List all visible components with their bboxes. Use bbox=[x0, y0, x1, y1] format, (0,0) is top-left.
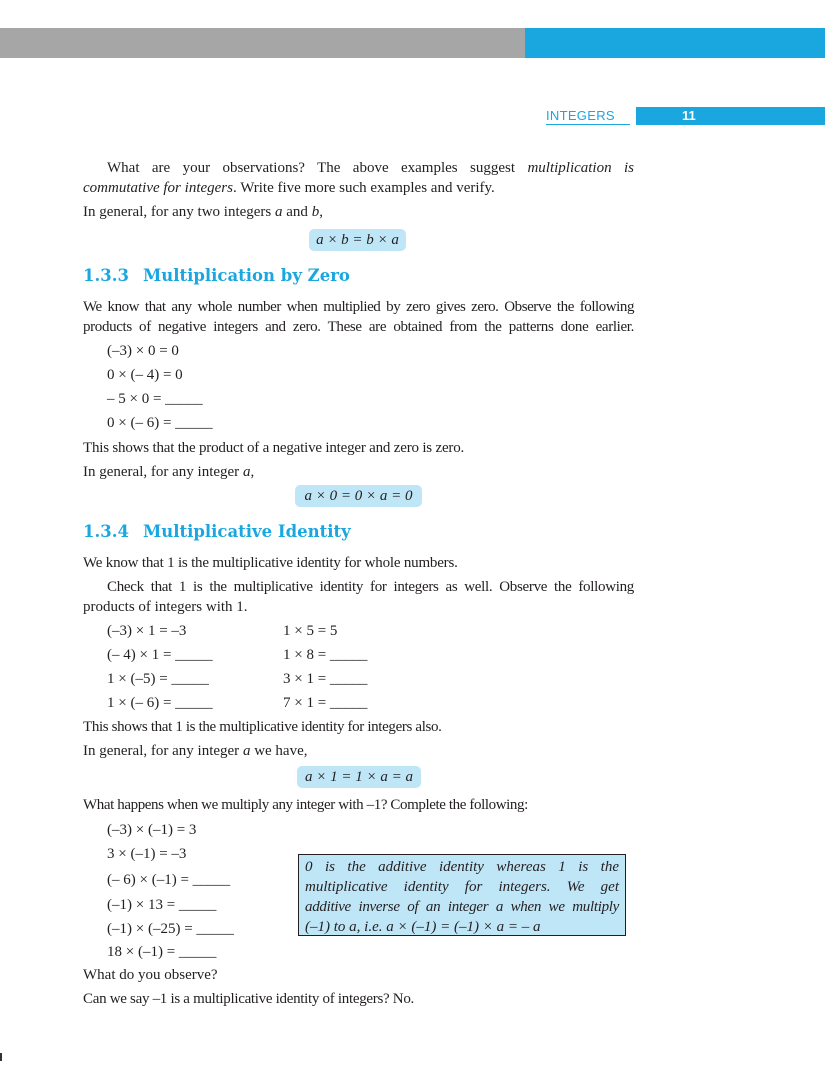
identity-example-left-4: 1 × (– 6) = _____ bbox=[107, 695, 213, 711]
intro-text: What are your observations? The above examples suggest bbox=[107, 160, 528, 176]
intro-text: . Write five more such examples and verify. bbox=[232, 180, 495, 196]
intro-text: and bbox=[282, 204, 312, 220]
running-header-rule bbox=[546, 124, 630, 125]
intro-line-3 bbox=[83, 202, 323, 222]
observe-question: What do you observe? bbox=[83, 967, 218, 983]
identity-question: What happens when we multiply any integer with –1? Complete the following: bbox=[83, 797, 528, 813]
neg-example-5: (–1) × (–25) = _____ bbox=[107, 921, 234, 937]
variable-a: a bbox=[242, 743, 251, 759]
zero-example-3: – 5 × 0 = _____ bbox=[107, 391, 203, 407]
intro-emphasis: commutative for integers bbox=[83, 180, 233, 196]
identity-general-line bbox=[83, 741, 308, 761]
neg-example-1: (–3) × (–1) = 3 bbox=[107, 822, 197, 838]
intro-line-2 bbox=[83, 178, 495, 198]
identity-note-box bbox=[298, 854, 626, 936]
body-text: , bbox=[250, 464, 255, 480]
body-text: In general, for any integer bbox=[83, 464, 243, 480]
section-number: 1.3.3 bbox=[83, 266, 129, 285]
identity-para-1: We know that 1 is the multiplicative identity for whole numbers. bbox=[83, 555, 458, 571]
neg-example-3: (– 6) × (–1) = _____ bbox=[107, 872, 231, 888]
identity-formula: a × 1 = 1 × a = a bbox=[297, 766, 421, 788]
variable-b: b bbox=[311, 204, 320, 220]
top-band-blue bbox=[525, 28, 825, 58]
zero-example-2: 0 × (– 4) = 0 bbox=[107, 367, 183, 383]
neg-example-4: (–1) × 13 = _____ bbox=[107, 897, 217, 913]
top-band-gray bbox=[0, 28, 525, 58]
intro-text: , bbox=[319, 204, 323, 220]
identity-para-2-line-1: Check that 1 is the multiplicative identity for integers as well. Observe the following bbox=[107, 579, 634, 595]
body-text: In general, for any integer bbox=[83, 743, 243, 759]
page-edge-mark bbox=[0, 1053, 2, 1061]
neg-example-2: 3 × (–1) = –3 bbox=[107, 846, 187, 862]
page-number: 11 bbox=[682, 108, 696, 123]
intro-text: In general, for any two integers bbox=[83, 204, 276, 220]
zero-para-line-1: We know that any whole number when multiplied by zero gives zero. Observe the following bbox=[83, 299, 634, 315]
neg-example-6: 18 × (–1) = _____ bbox=[107, 944, 217, 960]
zero-example-1: (–3) × 0 = 0 bbox=[107, 343, 179, 359]
identity-example-right-3: 3 × 1 = _____ bbox=[283, 671, 368, 687]
identity-example-right-1: 1 × 5 = 5 bbox=[283, 623, 338, 639]
section-title: Multiplication by Zero bbox=[142, 266, 350, 285]
body-text: we have, bbox=[250, 743, 308, 759]
section-heading-identity bbox=[83, 522, 351, 541]
section-title: Multiplicative Identity bbox=[142, 522, 351, 541]
commutative-formula: a × b = b × a bbox=[309, 229, 406, 251]
identity-example-right-4: 7 × 1 = _____ bbox=[283, 695, 368, 711]
zero-para-line-2: products of negative integers and zero. These are obtained from the patterns done earlier. bbox=[83, 319, 634, 335]
zero-conclusion: This shows that the product of a negative integer and zero is zero. bbox=[83, 440, 465, 456]
final-question: Can we say –1 is a multiplicative identity of integers? No. bbox=[83, 991, 414, 1007]
zero-example-4: 0 × (– 6) = _____ bbox=[107, 415, 213, 431]
section-number: 1.3.4 bbox=[83, 522, 129, 541]
intro-emphasis: multiplication is bbox=[527, 160, 634, 176]
running-header-title: INTEGERS bbox=[546, 108, 615, 123]
variable-a: a bbox=[242, 464, 251, 480]
zero-formula: a × 0 = 0 × a = 0 bbox=[295, 485, 422, 507]
identity-example-left-3: 1 × (–5) = _____ bbox=[107, 671, 209, 687]
variable-a: a bbox=[275, 204, 283, 220]
identity-example-left-2: (– 4) × 1 = _____ bbox=[107, 647, 213, 663]
note-line-4: (–1) to a, i.e. a × (–1) = (–1) × a = – a bbox=[305, 919, 541, 935]
identity-example-right-2: 1 × 8 = _____ bbox=[283, 647, 368, 663]
intro-line-1 bbox=[107, 158, 634, 178]
identity-conclusion: This shows that 1 is the multiplicative identity for integers also. bbox=[83, 719, 442, 735]
note-line-3: additive inverse of an integer a when we multiply bbox=[305, 899, 619, 915]
zero-general-line bbox=[83, 462, 254, 482]
note-line-1: 0 is the additive identity whereas 1 is the bbox=[305, 859, 619, 875]
page-number-badge bbox=[636, 107, 825, 125]
note-line-2: multiplicative identity for integers. We get bbox=[305, 879, 619, 895]
identity-example-left-1: (–3) × 1 = –3 bbox=[107, 623, 187, 639]
identity-para-2-line-2: products of integers with 1. bbox=[83, 599, 248, 615]
section-heading-zero bbox=[83, 266, 350, 285]
